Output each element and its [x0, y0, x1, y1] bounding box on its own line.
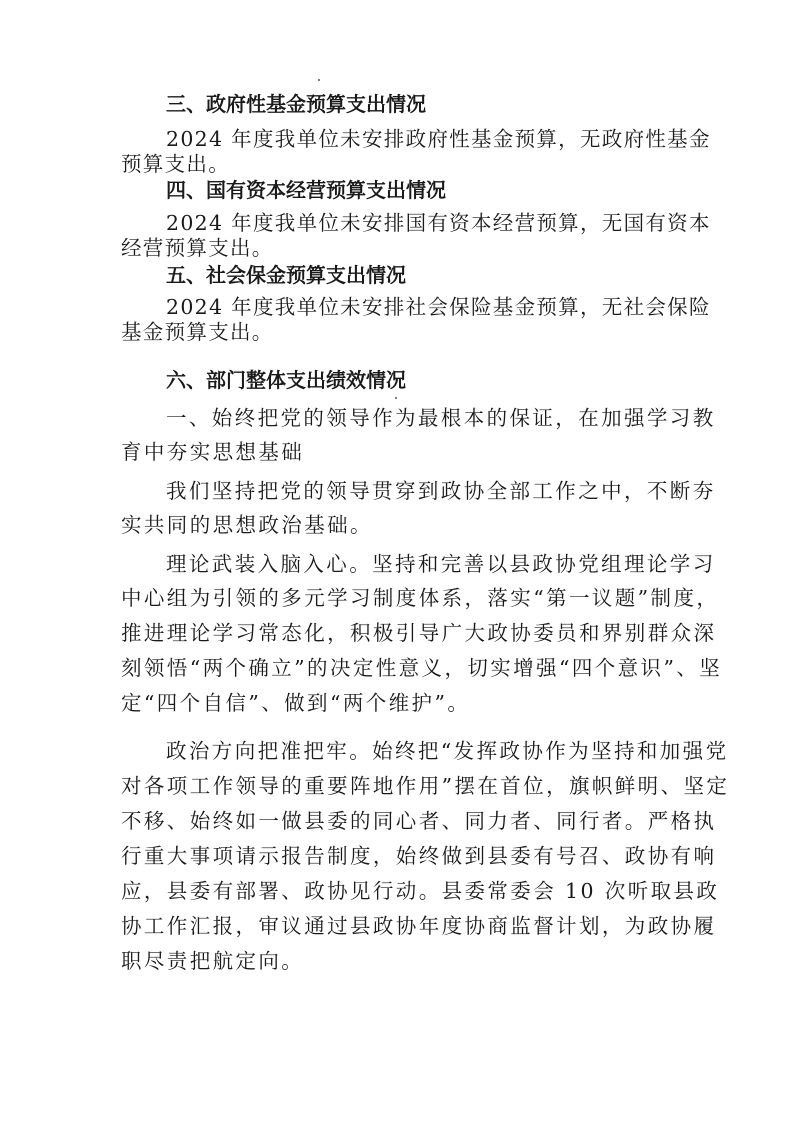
paragraph-line: 刻领悟“两个确立”的决定性意义，切实增强“四个意识”、坚: [121, 656, 723, 680]
paragraph-line: 我们坚持把党的领导贯穿到政协全部工作之中，不断夯: [166, 479, 716, 503]
subsection-title-line: 一、始终把党的领导作为最根本的保证，在加强学习教: [166, 406, 716, 430]
paragraph-line: 不移、始终如一做县委的同心者、同力者、同行者。严格执: [121, 809, 717, 833]
body-line: 经营预算支出。: [121, 236, 274, 260]
paragraph-line: 职尽责把航定向。: [121, 949, 305, 973]
scan-speck: [318, 79, 320, 81]
section-heading-government-fund: 三、政府性基金预算支出情况: [166, 92, 426, 116]
paragraph-line: 理论武装入脑入心。坚持和完善以县政协党组理论学习: [166, 552, 716, 576]
section-heading-state-capital: 四、国有资本经营预算支出情况: [166, 178, 446, 202]
paragraph-line: 推进理论学习常态化，积极引导广大政协委员和界别群众深: [121, 621, 717, 645]
section-heading-social-insurance: 五、社会保金预算支出情况: [166, 263, 406, 287]
paragraph-line: 中心组为引领的多元学习制度体系，落实“第一议题”制度，: [121, 586, 720, 610]
paragraph-line: 应，县委有部署、政协见行动。县委常委会 10 次听取县政: [121, 879, 720, 903]
paragraph-line: 政治方向把准把牢。始终把“发挥政协作为坚持和加强党: [166, 739, 729, 763]
subsection-title-line: 育中夯实思想基础: [121, 440, 305, 464]
body-line: 预算支出。: [121, 152, 230, 176]
body-line: 2024 年度我单位未安排国有资本经营预算，无国有资本: [166, 211, 711, 235]
paragraph-line: 行重大事项请示报告制度，始终做到县委有号召、政协有响: [121, 844, 717, 868]
scan-speck: [395, 397, 397, 399]
paragraph-line: 对各项工作领导的重要阵地作用”摆在首位，旗帜鲜明、坚定: [121, 774, 730, 798]
paragraph-line: 定“四个自信”、做到“两个维护”。: [121, 691, 471, 715]
paragraph-line: 实共同的思想政治基础。: [121, 513, 373, 537]
paragraph-line: 协工作汇报，审议通过县政协年度协商监督计划，为政协履: [121, 914, 717, 938]
body-line: 基金预算支出。: [121, 320, 274, 344]
body-line: 2024 年度我单位未安排政府性基金预算，无政府性基金: [166, 127, 711, 151]
body-line: 2024 年度我单位未安排社会保险基金预算，无社会保险: [166, 295, 711, 319]
section-heading-performance: 六、部门整体支出绩效情况: [166, 368, 406, 392]
